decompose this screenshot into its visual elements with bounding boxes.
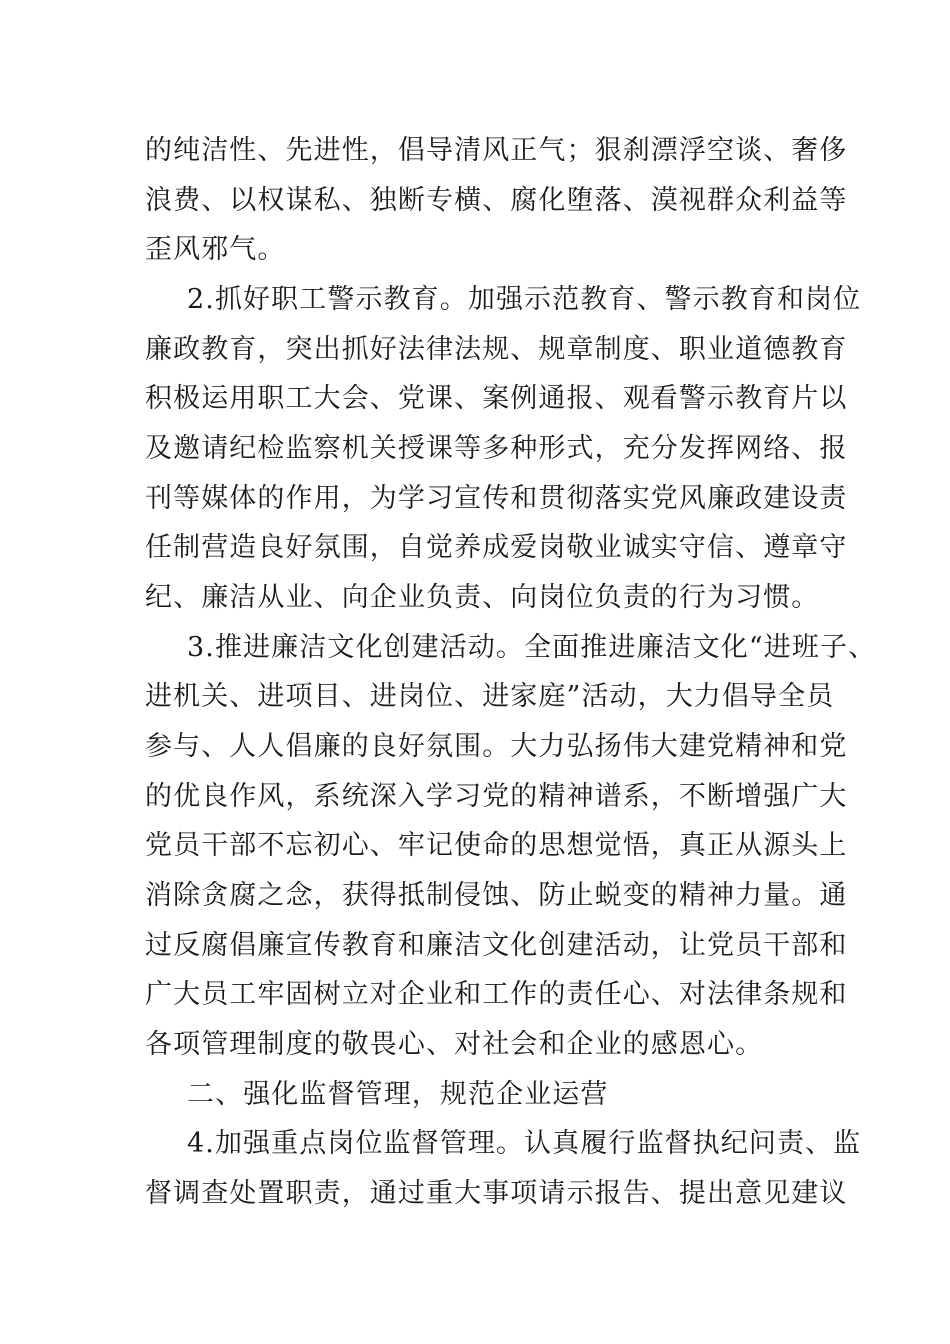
text-line: 及邀请纪检监察机关授课等多种形式，充分发挥网络、报 <box>145 433 848 464</box>
text-line: 的纯洁性、先进性，倡导清风正气；狠刹漂浮空谈、奢侈 <box>145 135 848 166</box>
text-line: 歪风邪气。 <box>145 234 286 265</box>
text-line: 浪费、以权谋私、独断专横、腐化堕落、漠视群众利益等 <box>145 185 848 216</box>
text-line: 各项管理制度的敬畏心、对社会和企业的感恩心。 <box>145 1029 764 1060</box>
text-line: 积极运用职工大会、党课、案例通报、观看警示教育片以 <box>145 383 848 414</box>
paragraph-4-start: 4.加强重点岗位监督管理。认真履行监督执纪问责、监 <box>187 1128 862 1159</box>
section-heading: 二、强化监督管理，规范企业运营 <box>187 1079 609 1110</box>
text-line: 广大员工牢固树立对企业和工作的责任心、对法律条规和 <box>145 979 848 1010</box>
paragraph-2-start: 2.抓好职工警示教育。加强示范教育、警示教育和岗位 <box>187 284 862 315</box>
text-line: 进机关、进项目、进岗位、进家庭”活动，大力倡导全员 <box>145 681 835 712</box>
paragraph-3-start: 3.推进廉洁文化创建活动。全面推进廉洁文化“进班子、 <box>187 632 877 663</box>
text-line: 刊等媒体的作用，为学习宣传和贯彻落实党风廉政建设责 <box>145 483 848 514</box>
text-line: 过反腐倡廉宣传教育和廉洁文化创建活动，让党员干部和 <box>145 930 848 961</box>
text-line: 纪、廉洁从业、向企业负责、向岗位负责的行为习惯。 <box>145 582 820 613</box>
text-line: 任制营造良好氛围，自觉养成爱岗敬业诚实守信、遵章守 <box>145 532 848 563</box>
text-line: 的优良作风，系统深入学习党的精神谱系，不断增强广大 <box>145 781 848 812</box>
text-line: 党员干部不忘初心、牢记使命的思想觉悟，真正从源头上 <box>145 830 848 861</box>
text-line: 消除贪腐之念，获得抵制侵蚀、防止蜕变的精神力量。通 <box>145 880 848 911</box>
text-line: 督调查处置职责，通过重大事项请示报告、提出意见建议 <box>145 1178 848 1209</box>
text-line: 廉政教育，突出抓好法律法规、规章制度、职业道德教育 <box>145 334 848 365</box>
text-line: 参与、人人倡廉的良好氛围。大力弘扬伟大建党精神和党 <box>145 731 848 762</box>
